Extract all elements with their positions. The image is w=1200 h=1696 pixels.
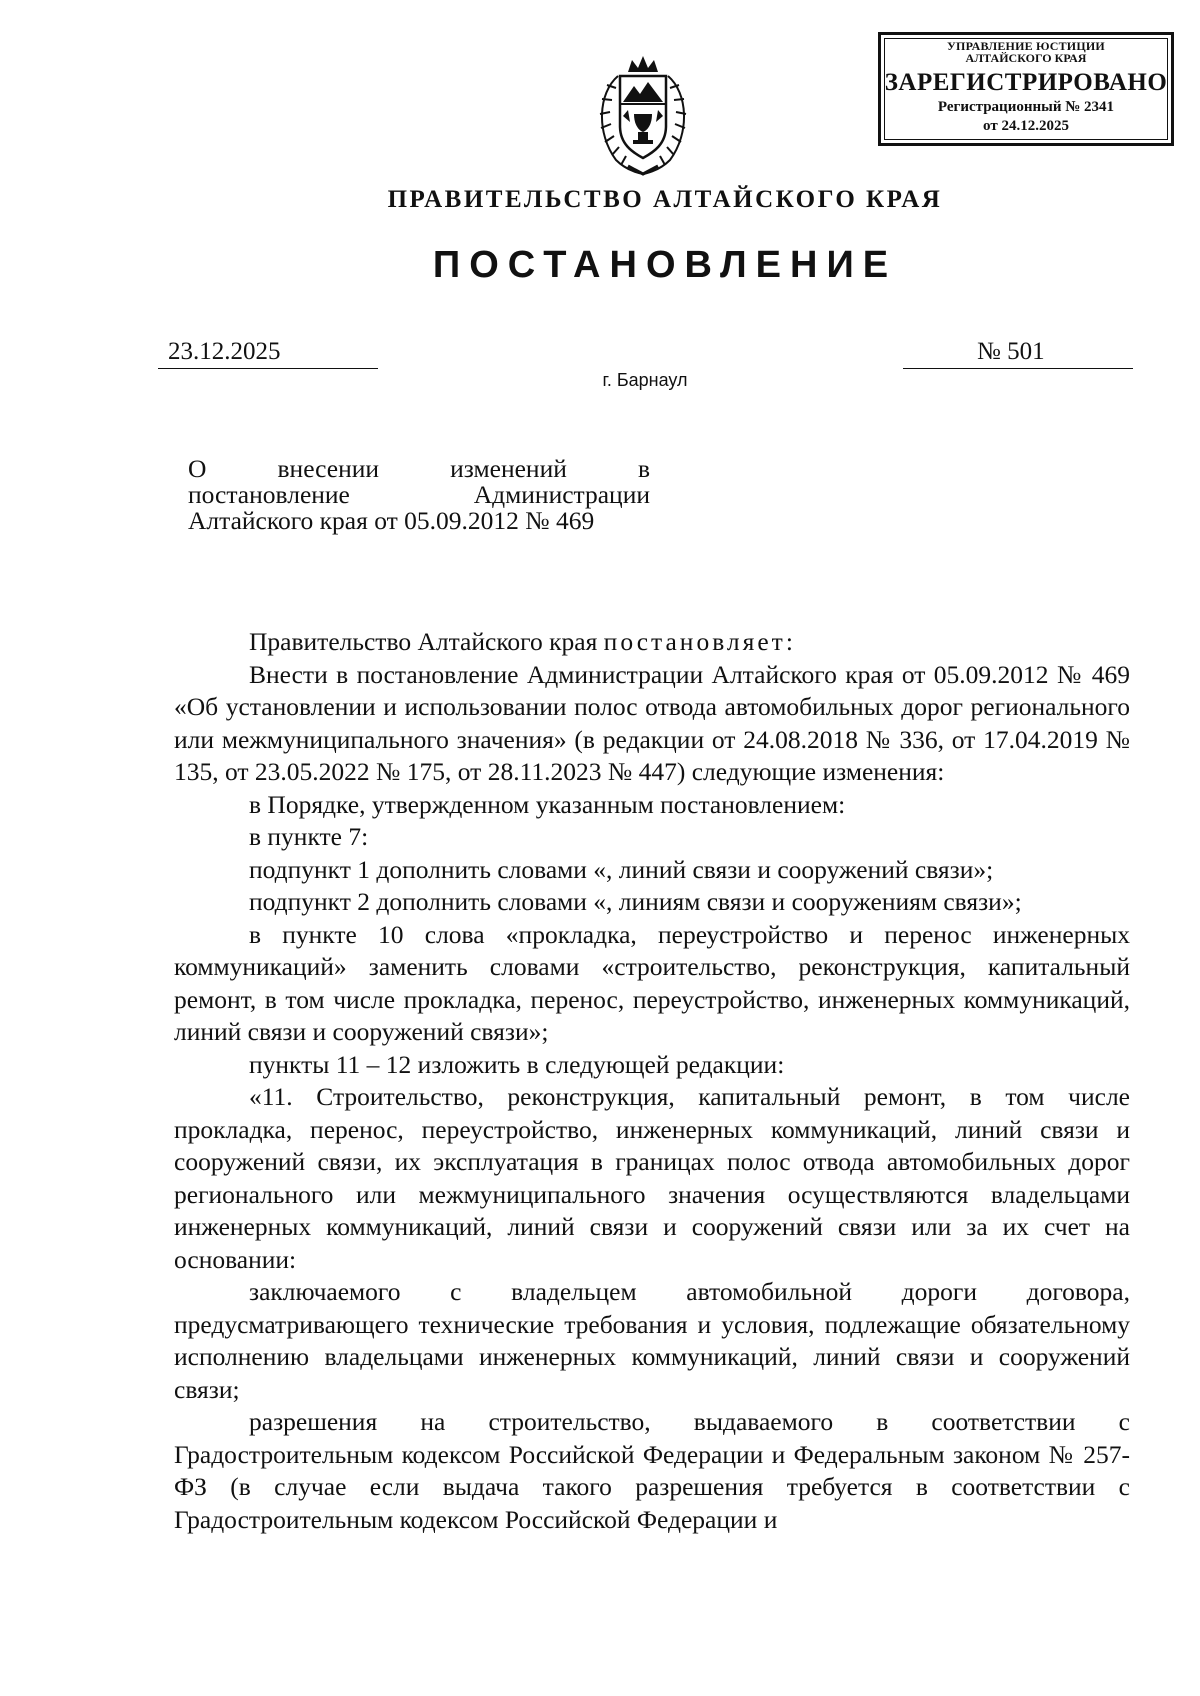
body-paragraph: в Порядке, утвержденном указанным постановлением: (249, 789, 846, 819)
document-date: 23.12.2025 (158, 336, 378, 369)
document-type-title: ПОСТАНОВЛЕНИЕ (432, 244, 898, 286)
stamp-status: ЗАРЕГИСТРИРОВАНО (884, 69, 1168, 96)
body-intro: Правительство Алтайского края постановляет: (249, 627, 793, 656)
document-body (174, 626, 1130, 1536)
body-paragraph: подпункт 2 дополнить словами «, линиям связи и сооружениям связи»; (249, 887, 1022, 916)
body-paragraph: «11. Строительство, реконструкция, капитальный ремонт, в том числе прокладка, перенос, переустройство, инженерных коммуникаций, линий связи и сооружений связи, их эксплуатация в границах полос отвода автомобильных дорог регионального или межмуниципального значения осуществляются владельцами инженерных коммуникаций, линий связи и сооружений связи или за их счет на основании: (174, 1082, 1130, 1274)
body-paragraph: в пункте 7: (249, 822, 369, 851)
stamp-inner-border (884, 38, 1168, 140)
enacting-word: постановляет (603, 627, 786, 656)
document-number: № 501 (903, 336, 1133, 369)
body-paragraph: пункты 11 – 12 изложить в следующей редакции: (249, 1049, 785, 1079)
stamp-authority-line2: АЛТАЙСКОГО КРАЯ (965, 51, 1087, 65)
document-city: г. Барнаул (602, 370, 688, 390)
body-paragraph: Внести в постановление Администрации Алтайского края от 05.09.2012 № 469 «Об установлении и использовании полос отвода автомобильных дорог регионального или межмуниципального значения» (в редакции от 24.08.2018 № 336, от 17.04.2019 № 135, от 23.05.2022 № 175, от 28.11.2023 № 447) следующие изменения: (174, 659, 1130, 786)
subject-line-1: О внесении изменений в (188, 454, 650, 483)
body-paragraph: заключаемого с владельцем автомобильной дороги договора, предусматривающего технические требования и условия, подлежащие обязательному исполнению владельцами инженерных коммуникаций, линий связи и сооружений связи; (174, 1277, 1130, 1404)
stamp-reg-number: Регистрационный № 2341 (937, 99, 1115, 115)
altai-krai-coat-of-arms-icon (588, 48, 698, 178)
body-paragraph: подпункт 1 дополнить словами «, линий связи и сооружений связи»; (249, 854, 994, 884)
subject-line-3: Алтайского края от 05.09.2012 № 469 (188, 506, 595, 535)
body-paragraph: разрешения на строительство, выдаваемого в соответствии с Градостроительным кодексом Российской Федерации и Федеральным законом № 257-ФЗ (в случае если выдача такого разрешения требуется в соответствии с Градостроительным кодексом Российской Федерации и (174, 1407, 1130, 1534)
document-subject (188, 456, 650, 534)
registration-stamp (878, 32, 1174, 146)
stamp-reg-date: от 24.12.2025 (983, 118, 1069, 134)
subject-line-2: постановление Администрации (188, 480, 650, 509)
body-paragraph: в пункте 10 слова «прокладка, переустройство и перенос инженерных коммуникаций» заменить словами «строительство, реконструкция, капитальный ремонт, в том числе прокладка, перенос, переустройство, инженерных коммуникаций, линий связи и сооружений связи»; (174, 919, 1130, 1046)
government-title: ПРАВИТЕЛЬСТВО АЛТАЙСКОГО КРАЯ (387, 186, 943, 213)
stamp-authority-line1: УПРАВЛЕНИЕ ЮСТИЦИИ (947, 39, 1105, 53)
